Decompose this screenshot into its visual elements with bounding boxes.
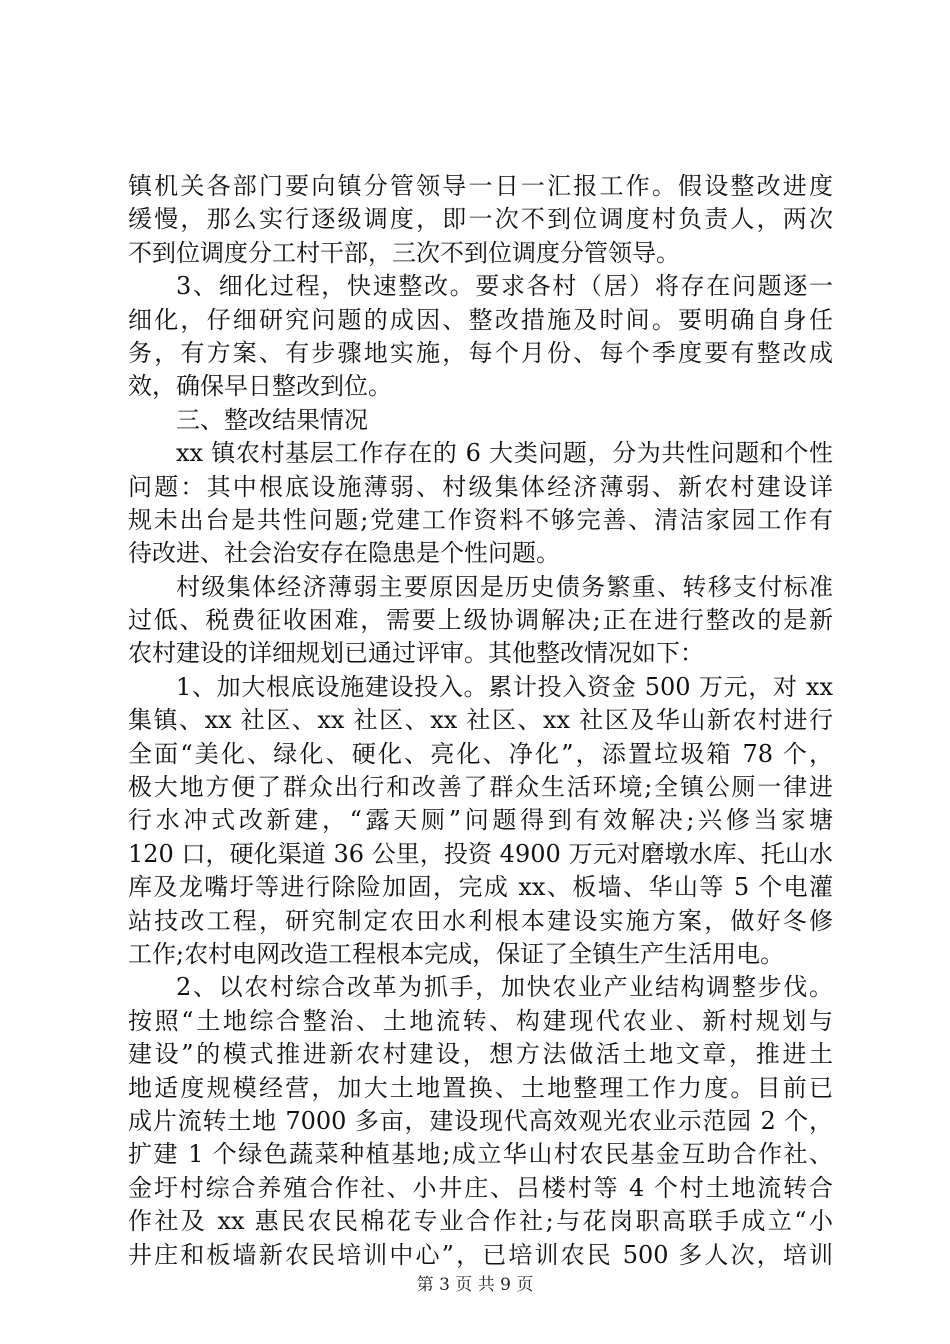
text-line: 三、整改结果情况 (176, 405, 368, 434)
text-line: 缓慢，那么实行逐级调度，即一次不到位调度村负责人，两次 (128, 205, 833, 234)
text-line: 规未出台是共性问题;党建工作资料不够完善、清洁家园工作有 (128, 505, 833, 534)
text-line: 按照“土地综合整治、土地流转、构建现代农业、新村规划与 (128, 1006, 833, 1035)
text-line: 地适度规模经营，加大土地置换、土地整理工作力度。目前已 (128, 1073, 833, 1102)
text-line: 农村建设的详细规划已通过评审。其他整改情况如下： (128, 639, 704, 668)
page-footer: 第 3 页 共 9 页 (416, 1275, 534, 1295)
text-line: 全面“美化、绿化、硬化、亮化、净化”，添置垃圾箱 78 个， (128, 739, 833, 768)
text-line: 工作;农村电网改造工程根本完成，保证了全镇生产生活用电。 (128, 939, 785, 968)
text-line: 行水冲式改新建，“露天厕”问题得到有效解决;兴修当家塘 (128, 806, 833, 835)
text-line: 3、细化过程，快速整改。要求各村（居）将存在问题逐一 (176, 272, 833, 301)
text-line: 作社及 xx 惠民农民棉花专业合作社;与花岗职高联手成立“小 (128, 1207, 833, 1236)
text-line: 细化，仔细研究问题的成因、整改措施及时间。要明确自身任 (128, 305, 833, 334)
text-line: 站技改工程，研究制定农田水利根本建设实施方案，做好冬修 (128, 906, 833, 935)
text-line: 务，有方案、有步骤地实施，每个月份、每个季度要有整改成 (128, 338, 833, 367)
text-line: 120 口，硬化渠道 36 公里，投资 4900 万元对磨墩水库、托山水 (128, 839, 833, 868)
text-line: 井庄和板墙新农民培训中心”，已培训农民 500 多人次，培训 (128, 1240, 833, 1269)
text-line: 效，确保早日整改到位。 (128, 372, 392, 401)
text-line: 过低、税费征收困难，需要上级协调解决;正在进行整改的是新 (128, 606, 833, 635)
text-line: 镇机关各部门要向镇分管领导一日一汇报工作。假设整改进度 (128, 172, 833, 200)
text-line: 村级集体经济薄弱主要原因是历史债务繁重、转移支付标准 (176, 572, 833, 601)
text-line: 扩建 1 个绿色蔬菜种植基地;成立华山村农民基金互助合作社、 (128, 1140, 833, 1169)
text-line: 极大地方便了群众出行和改善了群众生活环境;全镇公厕一律进 (128, 773, 833, 802)
text-line: 不到位调度分工村干部，三次不到位调度分管领导。 (128, 238, 680, 267)
text-line: xx 镇农村基层工作存在的 6 大类问题，分为共性问题和个性 (176, 439, 833, 468)
text-line: 建设”的模式推进新农村建设，想方法做活土地文章，推进土 (128, 1040, 833, 1069)
text-line: 金圩村综合养殖合作社、小井庄、吕楼村等 4 个村土地流转合 (128, 1173, 833, 1202)
text-line: 成片流转土地 7000 多亩，建设现代高效观光农业示范园 2 个， (128, 1106, 833, 1135)
text-line: 问题：其中根底设施薄弱、村级集体经济薄弱、新农村建设详 (128, 472, 833, 501)
document-body (128, 170, 833, 1272)
text-line: 1、加大根底设施建设投入。累计投入资金 500 万元，对 xx (176, 672, 833, 701)
text-line: 待改进、社会治安存在隐患是个性问题。 (128, 539, 560, 568)
text-line: 2、以农村综合改革为抓手，加快农业产业结构调整步伐。 (176, 973, 833, 1002)
text-line: 库及龙嘴圩等进行除险加固，完成 xx、板墙、华山等 5 个电灌 (128, 873, 833, 902)
text-line: 集镇、xx 社区、xx 社区、xx 社区、xx 社区及华山新农村进行 (128, 706, 833, 735)
